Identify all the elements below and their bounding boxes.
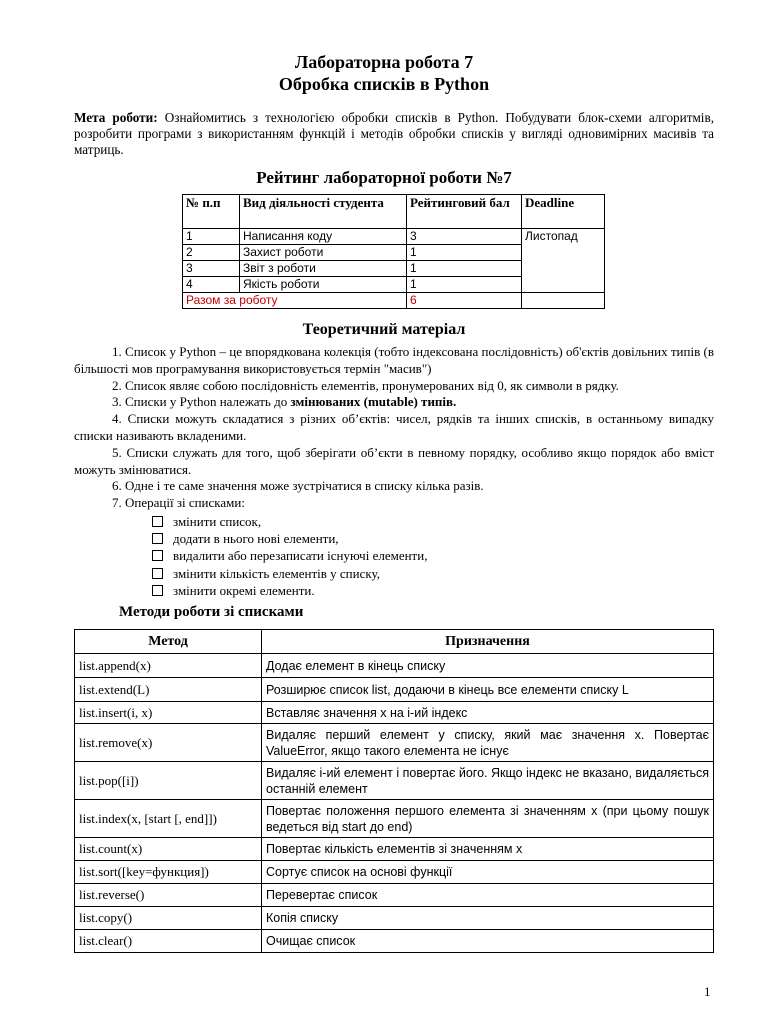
method-purpose: Сортує список на основі функції xyxy=(262,861,714,884)
method-row xyxy=(75,884,714,907)
method-name: list.pop([i]) xyxy=(75,762,262,800)
rating-total-label: Разом за роботу xyxy=(183,293,407,309)
methods-col-purpose: Призначення xyxy=(262,630,714,654)
operation-item xyxy=(150,513,427,530)
method-row xyxy=(75,702,714,724)
rating-total-empty xyxy=(522,293,605,309)
rating-col-deadline: Deadline xyxy=(522,195,605,229)
theory-item xyxy=(74,478,714,495)
method-name: list.remove(x) xyxy=(75,724,262,762)
theory-item xyxy=(74,344,714,378)
theory-item-text: Список у Python – це впорядкована колекція (тобто індексована послідовність) об'єктів довільних типів (в більшості мов програмування використовується термін "масив") xyxy=(74,344,714,376)
operation-item xyxy=(150,565,427,582)
rating-table xyxy=(182,194,605,309)
method-purpose: Очищає список xyxy=(262,930,714,953)
rating-deadline-cell: Листопад xyxy=(522,229,605,293)
method-row xyxy=(75,762,714,800)
method-name: list.append(x) xyxy=(75,654,262,678)
theory-item xyxy=(74,378,714,395)
rating-header-row xyxy=(183,195,605,229)
theory-item-num: 5. xyxy=(112,444,122,460)
method-purpose: Додає елемент в кінець списку xyxy=(262,654,714,678)
page-number: 1 xyxy=(704,984,711,999)
theory-item-text: Операції зі списками: xyxy=(125,495,245,511)
theory-item-num: 7. xyxy=(112,495,122,511)
theory-item xyxy=(74,445,714,479)
method-purpose: Розширює список list, додаючи в кінець все елементи списку L xyxy=(262,678,714,702)
checkbox-bullet-icon xyxy=(152,568,163,579)
method-row xyxy=(75,907,714,930)
lab-title: Лабораторна робота 7 xyxy=(294,52,474,72)
operation-text: змінити окремі елементи. xyxy=(173,582,315,598)
theory-item-num: 4. xyxy=(112,411,122,427)
operation-item xyxy=(150,547,427,564)
rating-row-score: 1 xyxy=(407,245,522,261)
theory-item-num: 6. xyxy=(112,478,122,494)
method-name: list.copy() xyxy=(75,907,262,930)
operation-text: додати в нього нові елементи, xyxy=(173,531,339,547)
methods-col-method: Метод xyxy=(75,630,262,654)
lab-subtitle: Обробка списків в Python xyxy=(278,74,490,94)
operation-item xyxy=(150,582,427,599)
theory-item xyxy=(74,394,714,411)
methods-header-row xyxy=(75,630,714,654)
theory-item-text: Одне і те саме значення може зустрічатися в списку кілька разів. xyxy=(125,478,484,494)
method-purpose: Вставляє значення x на i-ий індекс xyxy=(262,702,714,724)
theory-item-num: 3. xyxy=(112,394,122,410)
rating-row-number: 2 xyxy=(183,245,240,261)
method-purpose: Копія списку xyxy=(262,907,714,930)
rating-row-activity: Написання коду xyxy=(240,229,407,245)
rating-col-score: Рейтинговий бал xyxy=(407,195,522,229)
method-row xyxy=(75,838,714,861)
rating-row-score: 1 xyxy=(407,261,522,277)
method-row xyxy=(75,724,714,762)
theory-item-text: Списки служать для того, щоб зберігати об’єкти в певному порядку, особливо якщо порядок або вміст можуть змінюватися. xyxy=(74,444,715,477)
goal-text: Ознайомитись з технологією обробки списків в Python. Побудувати блок-схеми алгоритмів, розробити програми з використанням функцій і методів обробки списків у вигляді одновимірних масивів та матриць. xyxy=(74,110,714,157)
checkbox-bullet-icon xyxy=(152,516,163,527)
theory-item-text: Списки у Python належать до xyxy=(125,394,291,410)
method-row xyxy=(75,930,714,953)
theory-item xyxy=(74,411,714,445)
theory-item-text: Списки можуть складатися з різних об’єктів: чисел, рядків та інших списків, в останньому випадку списки називають вкладеними. xyxy=(74,411,714,443)
method-row xyxy=(75,800,714,838)
operation-text: змінити список, xyxy=(173,514,262,529)
theory-item-text: Список являє собою послідовність елементів, пронумерованих від 0, як символи в рядку. xyxy=(125,377,619,393)
method-name: list.index(x, [start [, end]]) xyxy=(75,800,262,838)
rating-row-number: 1 xyxy=(183,229,240,245)
goal-label: Мета роботи: xyxy=(74,110,158,125)
method-name: list.extend(L) xyxy=(75,678,262,702)
rating-row-activity: Якість роботи xyxy=(240,277,407,293)
rating-row-activity: Звіт з роботи xyxy=(240,261,407,277)
rating-total-value: 6 xyxy=(407,293,522,309)
operation-text: змінити кількість елементів у списку, xyxy=(173,565,380,581)
theory-item xyxy=(74,495,714,512)
method-row xyxy=(75,678,714,702)
checkbox-bullet-icon xyxy=(152,550,163,561)
methods-table xyxy=(74,629,714,953)
method-name: list.sort([key=функция]) xyxy=(75,861,262,884)
rating-row-number: 4 xyxy=(183,277,240,293)
theory-item-bold: змінюваних (mutable) типів. xyxy=(290,394,457,410)
goal-paragraph xyxy=(74,110,714,158)
method-purpose: Видаляє перший елемент у списку, який має значення x. Повертає ValueError, якщо такого елемента не існує xyxy=(262,724,714,762)
operations-list xyxy=(150,513,427,599)
method-name: list.clear() xyxy=(75,930,262,953)
method-purpose: Перевертає список xyxy=(262,884,714,907)
theory-item-num: 1. xyxy=(112,344,122,359)
operation-text: видалити або перезаписати існуючі елементи, xyxy=(173,548,428,564)
rating-row-activity: Захист роботи xyxy=(240,245,407,261)
rating-row-score: 3 xyxy=(407,229,522,245)
checkbox-bullet-icon xyxy=(152,585,163,596)
method-name: list.count(x) xyxy=(75,838,262,861)
checkbox-bullet-icon xyxy=(152,533,163,544)
method-name: list.insert(i, x) xyxy=(75,702,262,724)
theory-item-num: 2. xyxy=(112,377,122,393)
methods-heading: Методи роботи зі списками xyxy=(119,604,304,620)
method-name: list.reverse() xyxy=(75,884,262,907)
rating-total-row xyxy=(183,293,605,309)
operation-item xyxy=(150,530,427,547)
method-purpose: Повертає кількість елементів зі значенням x xyxy=(262,838,714,861)
rating-heading: Рейтинг лабораторної роботи №7 xyxy=(256,168,512,187)
rating-row-score: 1 xyxy=(407,277,522,293)
rating-row-number: 3 xyxy=(183,261,240,277)
method-row xyxy=(75,654,714,678)
method-purpose: Видаляє i-ий елемент і повертає його. Якщо індекс не вказано, видаляється останній елемент xyxy=(262,762,714,800)
rating-col-number: № п.п xyxy=(183,195,240,229)
method-row xyxy=(75,861,714,884)
theory-heading: Теоретичний матеріал xyxy=(302,321,466,338)
rating-col-activity: Вид діяльності студента xyxy=(240,195,407,229)
rating-row xyxy=(183,229,605,245)
method-purpose: Повертає положення першого елемента зі значенням x (при цьому пошук ведеться від start до end) xyxy=(262,800,714,838)
theory-list xyxy=(74,344,714,512)
